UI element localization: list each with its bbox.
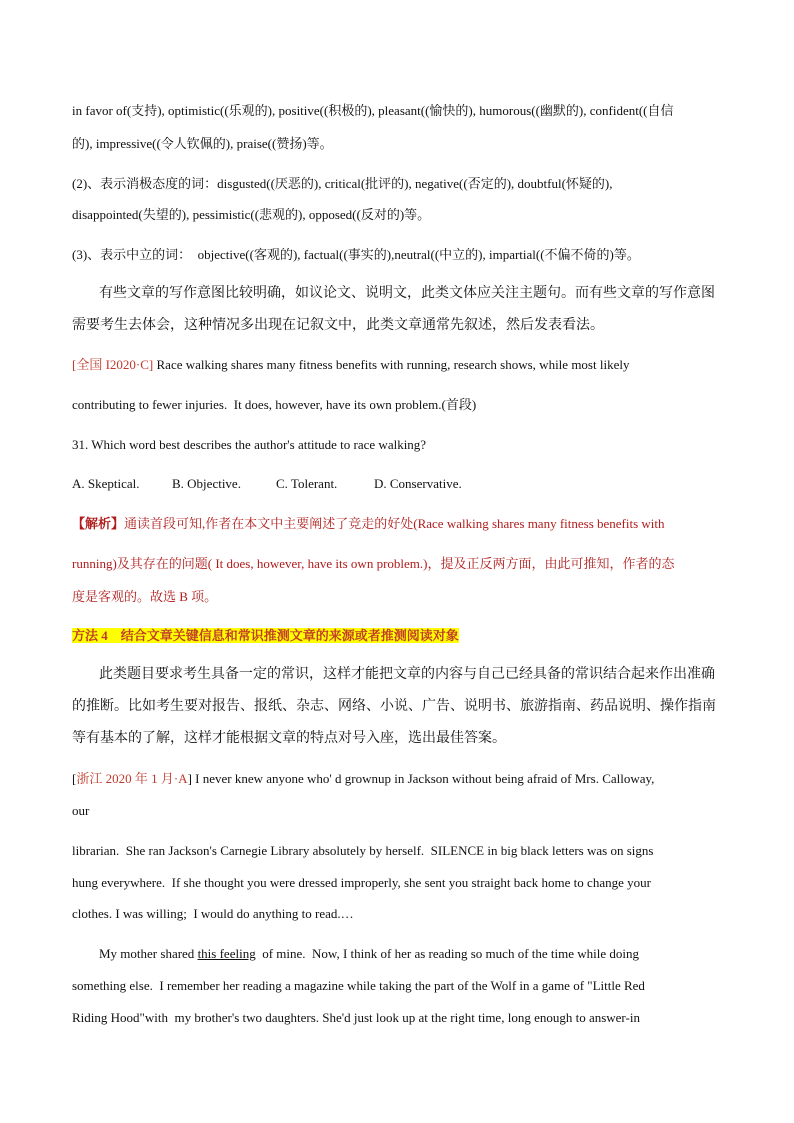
paragraph-line: 此类题目要求考生具备一定的常识，这样才能把文章的内容与自己已经具备的常识结合起来作出准确 [99,667,715,682]
example-line: Riding Hood"with my brother's two daughters. She'd just look up at the right time, long enough to answer-in [72,1010,640,1025]
text-line: (2)、表示消极态度的词：disgusted((厌恶的), critical(批评的), negative((否定的), doubtful(怀疑的), [72,176,613,191]
text-line: 的), impressive((令人钦佩的), praise((赞扬)等。 [72,136,333,151]
source-label: [全国 I2020·C] [72,357,154,372]
example-line: [浙江 2020 年 1 月·A] I never knew anyone who' d grownup in Jackson without being afraid of Mrs. Calloway, [72,771,655,786]
method-heading: 方法 4 结合文章关键信息和常识推测文章的来源或者推测阅读对象 [72,628,459,643]
analysis-line: 度是客观的。故选 B 项。 [72,589,218,604]
example-line: something else. I remember her reading a magazine while taking the part of the Wolf in a game of "Little Red [72,978,645,993]
example-line: My mother shared this feeling of mine. Now, I think of her as reading so much of the time while doing [99,946,639,961]
paragraph-line: 等有基本的了解，这样才能根据文章的特点对号入座，选出最佳答案。 [72,731,506,746]
paragraph-line: 需要考生去体会，这种情况多出现在记叙文中，此类文章通常先叙述，然后发表看法。 [72,318,604,333]
paragraph-line: 的推断。比如考生要对报告、报纸、杂志、网络、小说、广告、说明书、旅游指南、药品说明、操作指南 [72,699,716,714]
text-line: disappointed(失望的), pessimistic((悲观的), opposed((反对的)等。 [72,207,431,222]
source-label: 浙江 2020 年 1 月·A [76,771,188,786]
option-c: C. Tolerant. [276,476,338,491]
paragraph-line: 有些文章的写作意图比较明确，如议论文、说明文，此类文体应关注主题句。而有些文章的写作意图 [99,286,715,301]
example-line: [全国 I2020·C] Race walking shares many fitness benefits with running, research shows, while most likely [72,357,630,372]
example-line: contributing to fewer injuries. It does, however, have its own problem.(首段) [72,397,477,412]
text-line: (3)、表示中立的词： objective((客观的), factual((事实的),neutral((中立的), impartial((不偏不倚的)等。 [72,247,640,262]
analysis-line: 【解析】通读首段可知,作者在本文中主要阐述了竞走的好处(Race walking shares many fitness benefits with [72,516,665,531]
text-line: in favor of(支持), optimistic((乐观的), positive((积极的), pleasant((愉快的), humorous((幽默的), confident((自信 [72,103,674,118]
example-line: our [72,803,90,818]
option-a: A. Skeptical. [72,476,140,491]
analysis-line: running)及其存在的问题( It does, however, have its own problem.)，提及正反两方面，由此可推知，作者的态 [72,556,675,571]
underlined-phrase: this feeling [197,946,256,961]
analysis-label: 【解析】 [72,516,125,531]
example-line: hung everywhere. If she thought you were dressed improperly, she sent you straight back home to change your [72,875,651,890]
example-line: librarian. She ran Jackson's Carnegie Library absolutely by herself. SILENCE in big black letters was on signs [72,843,654,858]
option-b: B. Objective. [172,476,241,491]
example-line: clothes. I was willing; I would do anything to read.… [72,906,354,921]
option-d: D. Conservative. [374,476,462,491]
question-text: 31. Which word best describes the author's attitude to race walking? [72,437,427,452]
